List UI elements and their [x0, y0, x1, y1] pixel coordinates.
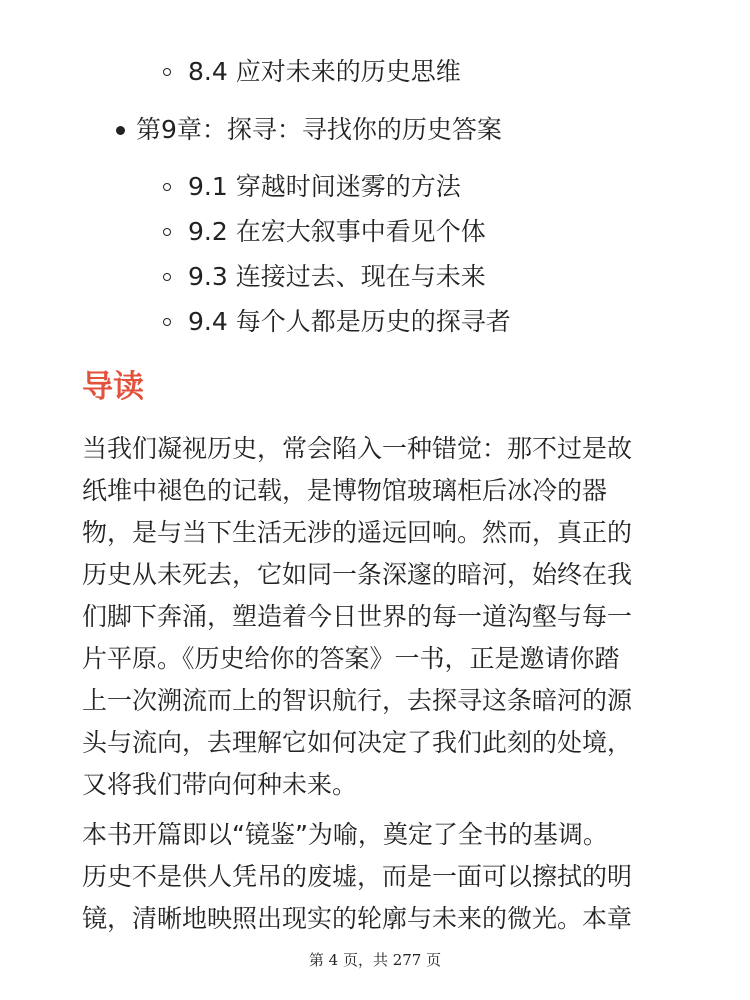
- hollow-bullet-icon: [163, 228, 171, 236]
- paragraph-line: 本书开篇即以“镜鉴”为喻，奠定了全书的基调。: [82, 820, 608, 849]
- toc-item-chapter-9[interactable]: 第9章：探寻：寻找你的历史答案: [136, 115, 502, 144]
- section-heading: 导读: [82, 369, 144, 405]
- toc-item-9-1[interactable]: 9.1 穿越时间迷雾的方法: [188, 172, 461, 201]
- paragraph-line: 历史不是供人凭吊的废墟，而是一面可以擦拭的明: [82, 862, 633, 891]
- paragraph-line: 们脚下奔涌，塑造着今日世界的每一道沟壑与每一: [82, 602, 633, 631]
- paragraph-line: 物，是与当下生活无涉的遥远回响。然而，真正的: [82, 518, 633, 547]
- hollow-bullet-icon: [163, 273, 171, 281]
- paragraph-line: 头与流向，去理解它如何决定了我们此刻的处境，: [82, 728, 633, 757]
- toc-item-9-2[interactable]: 9.2 在宏大叙事中看见个体: [188, 217, 486, 246]
- hollow-bullet-icon: [163, 68, 171, 76]
- hollow-bullet-icon: [163, 183, 171, 191]
- page-number: 第 4 页，共 277 页: [308, 951, 442, 969]
- paragraph-line: 上一次溯流而上的智识航行，去探寻这条暗河的源: [82, 686, 633, 715]
- paragraph-line: 当我们凝视历史，常会陷入一种错觉：那不过是故: [82, 434, 633, 463]
- filled-bullet-icon: [116, 126, 125, 135]
- paragraph-line: 片平原。《历史给你的答案》一书，正是邀请你踏: [82, 644, 620, 673]
- toc-item-9-4[interactable]: 9.4 每个人都是历史的探寻者: [188, 307, 511, 336]
- hollow-bullet-icon: [163, 318, 171, 326]
- paragraph-line: 历史从未死去，它如同一条深邃的暗河，始终在我: [82, 560, 633, 589]
- toc-item-8-4[interactable]: 8.4 应对未来的历史思维: [188, 57, 461, 86]
- paragraph-line: 镜，清晰地映照出现实的轮廓与未来的微光。本章: [82, 904, 633, 933]
- paragraph-line: 又将我们带向何种未来。: [82, 770, 358, 799]
- toc-item-9-3[interactable]: 9.3 连接过去、现在与未来: [188, 262, 486, 291]
- paragraph-line: 纸堆中褪色的记载，是博物馆玻璃柜后冰冷的器: [82, 476, 608, 505]
